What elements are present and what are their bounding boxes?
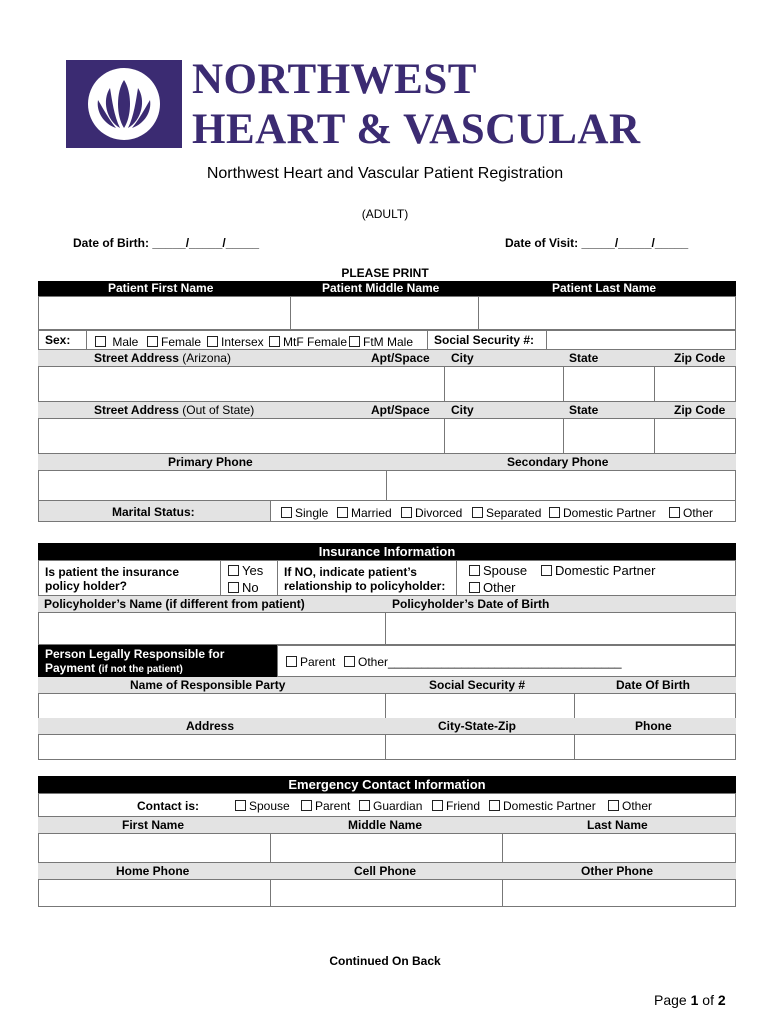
emergency-contact-header: Emergency Contact Information: [38, 776, 736, 793]
contact-other-option[interactable]: Other: [608, 799, 652, 813]
sex-option-ftm[interactable]: FtM Male: [349, 335, 413, 349]
insurance-header: Insurance Information: [38, 543, 736, 560]
secondary-phone-input[interactable]: [386, 470, 736, 501]
contact-friend-option[interactable]: Friend: [432, 799, 480, 813]
address-oos-header: [38, 402, 736, 418]
sex-option-intersex[interactable]: Intersex: [207, 335, 264, 349]
ssn-label-cell: [427, 330, 547, 350]
patient-first-name-label: Patient First Name: [108, 281, 214, 295]
policyholder-name-input[interactable]: [38, 612, 386, 645]
emergency-first-name-label: First Name: [122, 818, 185, 832]
form-subtitle: (ADULT): [361, 207, 409, 221]
policy-holder-question-line2: policy holder?: [45, 579, 128, 593]
sex-option-male[interactable]: Male: [95, 335, 138, 349]
policy-holder-options: [220, 560, 278, 596]
responsible-ssn-label: Social Security #: [429, 678, 526, 692]
patient-last-name-input[interactable]: [478, 296, 736, 330]
apt-label: Apt/Space: [371, 351, 430, 365]
patient-name-header: [38, 281, 736, 296]
policy-holder-no[interactable]: No: [228, 580, 259, 595]
street-address-oos-input[interactable]: [38, 418, 445, 454]
street-address-az-label: Street Address (Arizona): [94, 351, 231, 365]
responsible-dob-label: Date Of Birth: [616, 678, 691, 692]
responsible-party-header: [38, 677, 736, 693]
state-label: State: [569, 403, 599, 417]
phone-header: [38, 454, 736, 470]
contact-spouse-option[interactable]: Spouse: [235, 799, 290, 813]
emergency-last-name-input[interactable]: [502, 833, 736, 863]
sex-option-mtf[interactable]: MtF Female: [269, 335, 347, 349]
home-phone-input[interactable]: [38, 879, 271, 907]
logo-text-line1: NORTHWEST: [192, 56, 477, 103]
patient-middle-name-label: Patient Middle Name: [322, 281, 440, 295]
contact-is-label: Contact is:: [137, 799, 200, 813]
relationship-question-cell: [277, 560, 457, 596]
zip-oos-input[interactable]: [654, 418, 736, 454]
policyholder-dob-label: Policyholder’s Date of Birth: [392, 597, 550, 611]
phone-label: Phone: [635, 719, 672, 733]
state-az-input[interactable]: [563, 366, 655, 402]
relationship-question-line2: relationship to policyholder:: [284, 579, 446, 593]
contact-guardian-option[interactable]: Guardian: [359, 799, 422, 813]
relationship-other[interactable]: Other: [469, 580, 516, 595]
policy-holder-question-cell: [38, 560, 221, 596]
emergency-last-name-label: Last Name: [587, 818, 648, 832]
responsible-dob-input[interactable]: [574, 693, 736, 719]
policy-holder-yes[interactable]: Yes: [228, 563, 263, 578]
contact-parent-option[interactable]: Parent: [301, 799, 350, 813]
address-az-header: [38, 350, 736, 366]
responsible-address-header: [38, 718, 736, 734]
sex-option-female[interactable]: Female: [147, 335, 201, 349]
marital-option-single[interactable]: Single: [281, 506, 328, 520]
emergency-middle-name-input[interactable]: [270, 833, 503, 863]
patient-middle-name-input[interactable]: [290, 296, 479, 330]
street-address-oos-label: Street Address (Out of State): [94, 403, 255, 417]
date-of-birth-field[interactable]: Date of Birth: _____/_____/_____: [73, 236, 260, 250]
continued-on-back: Continued On Back: [329, 954, 441, 968]
patient-last-name-label: Patient Last Name: [552, 281, 657, 295]
marital-option-married[interactable]: Married: [337, 506, 392, 520]
responsible-phone-input[interactable]: [574, 734, 736, 760]
apt-label: Apt/Space: [371, 403, 430, 417]
marital-option-divorced[interactable]: Divorced: [401, 506, 462, 520]
responsible-ssn-input[interactable]: [385, 693, 575, 719]
ssn-label: Social Security #:: [434, 333, 535, 347]
emergency-first-name-input[interactable]: [38, 833, 271, 863]
logo-text-line2: HEART & VASCULAR: [192, 106, 641, 153]
city-oos-input[interactable]: [444, 418, 564, 454]
zip-label: Zip Code: [674, 351, 726, 365]
street-address-az-input[interactable]: [38, 366, 445, 402]
patient-first-name-input[interactable]: [38, 296, 291, 330]
city-label: City: [451, 351, 474, 365]
form-title: Northwest Heart and Vascular Patient Registration: [206, 165, 564, 182]
other-phone-input[interactable]: [502, 879, 736, 907]
responsible-parent-option[interactable]: Parent: [286, 655, 335, 669]
contact-domestic-partner-option[interactable]: Domestic Partner: [489, 799, 596, 813]
ssn-input[interactable]: [546, 330, 736, 350]
marital-option-separated[interactable]: Separated: [472, 506, 541, 520]
marital-label-cell: [38, 500, 271, 522]
emergency-phone-header: [38, 863, 736, 879]
state-label: State: [569, 351, 599, 365]
responsible-name-label: Name of Responsible Party: [130, 678, 286, 692]
relationship-domestic-partner[interactable]: Domestic Partner: [541, 563, 655, 578]
responsible-city-state-zip-input[interactable]: [385, 734, 575, 760]
sex-options: [86, 330, 428, 350]
relationship-options: [456, 560, 736, 596]
emergency-middle-name-label: Middle Name: [348, 818, 423, 832]
policy-holder-question-line1: Is patient the insurance: [45, 565, 180, 579]
responsible-party-options: [277, 645, 736, 677]
page-number: Page 1 of 2: [654, 992, 726, 1008]
home-phone-label: Home Phone: [116, 864, 190, 878]
sex-label-cell: [38, 330, 87, 350]
primary-phone-label: Primary Phone: [168, 455, 253, 469]
state-oos-input[interactable]: [563, 418, 655, 454]
policyholder-dob-input[interactable]: [385, 612, 736, 645]
responsible-party-label-cell: [38, 645, 278, 677]
zip-az-input[interactable]: [654, 366, 736, 402]
logo-mark: [66, 60, 182, 148]
secondary-phone-label: Secondary Phone: [507, 455, 609, 469]
primary-phone-input[interactable]: [38, 470, 387, 501]
date-of-visit-field[interactable]: Date of Visit: _____/_____/_____: [505, 236, 689, 250]
marital-status-label: Marital Status:: [112, 505, 195, 519]
responsible-party-label-line1: Person Legally Responsible for: [45, 647, 225, 661]
policyholder-name-label: Policyholder’s Name (if different from patient): [44, 597, 305, 611]
other-phone-label: Other Phone: [581, 864, 654, 878]
cell-phone-label: Cell Phone: [354, 864, 417, 878]
contact-is-row: [38, 793, 736, 817]
relationship-spouse[interactable]: Spouse: [469, 563, 527, 578]
lotus-icon: [66, 60, 182, 148]
responsible-name-input[interactable]: [38, 693, 386, 719]
zip-label: Zip Code: [674, 403, 726, 417]
sex-label: Sex:: [45, 333, 71, 347]
relationship-question-line1: If NO, indicate patient’s: [284, 565, 417, 579]
city-az-input[interactable]: [444, 366, 564, 402]
marital-option-other[interactable]: Other: [669, 506, 713, 520]
responsible-other-option[interactable]: Other___________________________________: [344, 655, 622, 669]
policyholder-header: [38, 596, 736, 612]
please-print-note: PLEASE PRINT: [341, 266, 429, 280]
responsible-party-label-line2: Payment (if not the patient): [45, 661, 183, 675]
city-label: City: [451, 403, 474, 417]
address-label: Address: [186, 719, 235, 733]
marital-option-domestic-partner[interactable]: Domestic Partner: [549, 506, 656, 520]
emergency-name-header: [38, 817, 736, 833]
responsible-address-input[interactable]: [38, 734, 386, 760]
cell-phone-input[interactable]: [270, 879, 503, 907]
city-state-zip-label: City-State-Zip: [438, 719, 516, 733]
marital-options: [270, 500, 736, 522]
